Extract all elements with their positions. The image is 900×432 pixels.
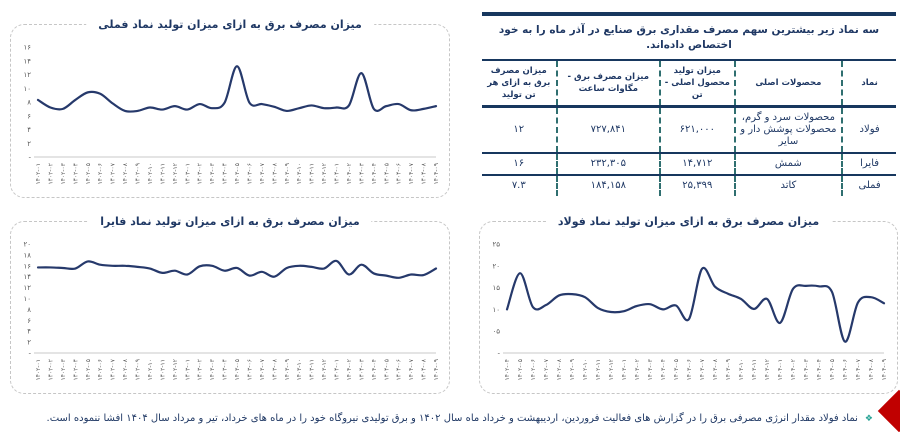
svg-text:۱۴۰۴-۰۱: ۱۴۰۴-۰۱	[333, 163, 341, 185]
svg-text:۱۴۰۳-۰۲: ۱۴۰۳-۰۲	[196, 359, 204, 381]
svg-text:۱۴۰۲-۰۳: ۱۴۰۲-۰۳	[59, 163, 67, 185]
svg-text:۱۴۰۳-۱۲: ۱۴۰۳-۱۲	[764, 359, 771, 381]
chart-title-fameli: میزان مصرف برق به ازای میزان تولید نماد فملی	[86, 16, 374, 33]
chart-card-fameli	[10, 18, 450, 198]
svg-text:۱۴۰۴-۰۱: ۱۴۰۴-۰۱	[777, 359, 784, 381]
line-chart-faira	[11, 222, 449, 393]
svg-text:۱۴: ۱۴	[23, 273, 31, 282]
svg-text:۱۴۰۲-۰۸: ۱۴۰۲-۰۸	[122, 163, 130, 185]
chart-title-folad: میزان مصرف برق به ازای میزان تولید نماد فولاد	[546, 213, 831, 230]
svg-text:۱۸: ۱۸	[23, 251, 31, 260]
svg-text:۱۴۰۴-۰۹: ۱۴۰۴-۰۹	[433, 359, 440, 381]
svg-text:۱۴۰۳-۰۸: ۱۴۰۳-۰۸	[271, 163, 279, 185]
svg-text:۱۴۰۴-۰۲: ۱۴۰۴-۰۲	[345, 359, 353, 381]
svg-text:۱۴۰۳-۰۸: ۱۴۰۳-۰۸	[271, 359, 279, 381]
table-row-fameli	[482, 175, 896, 196]
svg-text:۲۰: ۲۰	[492, 262, 500, 271]
cell-production: ۱۴,۷۱۲	[660, 153, 735, 175]
cell-symbol: فولاد	[842, 107, 896, 154]
cell-consumption: ۲۳۲,۳۰۵	[557, 153, 661, 175]
svg-text:۱۴۰۲-۱۱: ۱۴۰۲-۱۱	[595, 359, 602, 381]
svg-text:۱۴۰۴-۰۴: ۱۴۰۴-۰۴	[370, 163, 378, 185]
svg-text:۱۲: ۱۲	[23, 71, 31, 79]
cell-products: کاتد	[735, 175, 843, 196]
svg-text:۸: ۸	[27, 305, 31, 314]
svg-text:۱۴۰۴-۰۳: ۱۴۰۴-۰۳	[803, 359, 810, 381]
svg-text:۱۴۰۴-۰۴: ۱۴۰۴-۰۴	[370, 359, 378, 381]
table-title: سه نماد زیر بیشترین سهم مصرف مقداری برق صنایع در آذر ماه را به خود اختصاص داده‌اند.	[498, 24, 880, 51]
svg-text:۱۴۰۲-۰۸: ۱۴۰۲-۰۸	[556, 359, 563, 381]
svg-text:۱۰: ۱۰	[23, 295, 31, 303]
svg-text:-: -	[28, 153, 31, 162]
svg-text:۱۴۰۲-۱۱: ۱۴۰۲-۱۱	[159, 163, 167, 185]
svg-text:۱۴۰۳-۰۱: ۱۴۰۳-۰۱	[184, 163, 192, 185]
footnote-text: نماد فولاد مقدار انرژی مصرفی برق را در گزارش های فعالیت فروردین، اردیبهشت و خرداد ماه سال ۱۴۰۲ و برق تولیدی نیروگاه خود را در ماه های خرداد، تیر و مرداد سال ۱۴۰۴ افشا ننموده است.	[46, 413, 858, 424]
svg-text:۱۴۰۳-۱۱: ۱۴۰۳-۱۱	[751, 359, 758, 381]
svg-text:۱۴۰۴-۰۱: ۱۴۰۴-۰۱	[333, 359, 341, 381]
svg-text:۱۲: ۱۲	[23, 284, 31, 293]
svg-text:-: -	[497, 349, 500, 358]
chart-card-folad	[479, 215, 898, 394]
svg-text:۱۴۰۳-۰۹: ۱۴۰۳-۰۹	[725, 359, 732, 381]
svg-text:۱۴۰۲-۰۷: ۱۴۰۲-۰۷	[109, 163, 117, 185]
svg-text:۱۴۰۳-۰۴: ۱۴۰۳-۰۴	[221, 359, 229, 381]
svg-text:۱۴۰۳-۱۲: ۱۴۰۳-۱۲	[321, 359, 329, 381]
svg-text:۱۴۰۳-۰۸: ۱۴۰۳-۰۸	[712, 359, 719, 381]
svg-text:۱۴۰۲-۰۹: ۱۴۰۲-۰۹	[134, 163, 142, 185]
header-per-ton: میزان مصرف برق به ازای هر تن تولید	[482, 60, 557, 107]
svg-text:۱۴۰۲-۰۶: ۱۴۰۲-۰۶	[97, 359, 105, 381]
svg-text:۱۴۰۲-۰۱: ۱۴۰۲-۰۱	[35, 359, 42, 381]
table-row-folad	[482, 107, 896, 154]
svg-text:۱۴۰۳-۰۵: ۱۴۰۳-۰۵	[673, 359, 680, 381]
svg-text:۱۴۰۳-۰۷: ۱۴۰۳-۰۷	[258, 359, 266, 381]
line-chart-folad	[480, 222, 897, 393]
header-products: محصولات اصلی	[735, 60, 843, 107]
svg-text:۱۴۰۳-۰۶: ۱۴۰۳-۰۶	[246, 359, 254, 381]
svg-text:۱۴۰۳-۰۹: ۱۴۰۳-۰۹	[283, 163, 291, 185]
top-consumers-table	[482, 59, 896, 196]
svg-text:۱۴۰۲-۰۶: ۱۴۰۲-۰۶	[97, 163, 105, 185]
svg-text:۱۴۰۲-۰۴: ۱۴۰۲-۰۴	[72, 163, 80, 185]
svg-text:۶: ۶	[27, 316, 31, 325]
svg-text:۱۴۰۴-۰۶: ۱۴۰۴-۰۶	[395, 163, 403, 185]
cell-symbol: فملی	[858, 180, 881, 191]
svg-text:۱۴۰۳-۰۲: ۱۴۰۳-۰۲	[196, 163, 204, 185]
svg-text:۰۵: ۰۵	[492, 327, 500, 336]
svg-text:۱۴۰۴-۰۹: ۱۴۰۴-۰۹	[881, 359, 888, 381]
svg-text:۱۴۰۲-۱۲: ۱۴۰۲-۱۲	[171, 359, 179, 381]
svg-text:۱۴۰۳-۰۱: ۱۴۰۳-۰۱	[184, 359, 192, 381]
svg-text:۱۴۰۴-۰۴: ۱۴۰۴-۰۴	[816, 359, 823, 381]
svg-text:۶: ۶	[27, 112, 31, 121]
svg-text:۱۴۰۳-۱۱: ۱۴۰۳-۱۱	[308, 359, 316, 381]
chart-title-faira: میزان مصرف برق به ازای میزان تولید نماد فایرا	[88, 213, 371, 230]
table-row-faira	[482, 153, 896, 175]
svg-text:۱۴۰۳-۰۵: ۱۴۰۳-۰۵	[234, 359, 241, 381]
cell-per-ton: ۱۶	[482, 153, 557, 175]
cell-per-ton: ۱۲	[482, 107, 557, 154]
cell-products: محصولات سرد و گرم، محصولات پوشش دار و سایر	[735, 107, 843, 154]
svg-text:۴: ۴	[27, 126, 31, 134]
svg-text:۱۴۰۳-۰۲: ۱۴۰۳-۰۲	[634, 359, 641, 381]
svg-text:۱۴۰۲-۱۱: ۱۴۰۲-۱۱	[159, 359, 167, 381]
svg-text:۸: ۸	[27, 98, 31, 107]
svg-text:۱۴۰۴-۰۶: ۱۴۰۴-۰۶	[395, 359, 403, 381]
svg-text:۱۴۰۴-۰۸: ۱۴۰۴-۰۸	[868, 359, 875, 381]
svg-text:۱۴۰۲-۰۷: ۱۴۰۲-۰۷	[109, 359, 117, 381]
svg-text:۱۴۰۳-۰۴: ۱۴۰۳-۰۴	[660, 359, 667, 381]
svg-text:۱۴۰۳-۰۳: ۱۴۰۳-۰۳	[647, 359, 654, 381]
svg-text:۱۴۰۲-۰۲: ۱۴۰۲-۰۲	[47, 359, 55, 381]
svg-text:۱۴۰۲-۰۷: ۱۴۰۲-۰۷	[543, 359, 550, 381]
svg-text:۲۵: ۲۵	[492, 240, 500, 249]
svg-text:۱۴۰۳-۱۰: ۱۴۰۳-۱۰	[296, 359, 304, 381]
svg-text:۱۴۰۳-۰۱: ۱۴۰۳-۰۱	[621, 359, 628, 381]
svg-text:۱۴۰۲-۰۴: ۱۴۰۲-۰۴	[504, 359, 511, 381]
svg-text:۲۰: ۲۰	[23, 240, 31, 249]
svg-text:۱۴۰۲-۰۴: ۱۴۰۲-۰۴	[72, 359, 80, 381]
cell-consumption: ۷۲۷,۸۴۱	[557, 107, 661, 154]
svg-text:۱۴۰۴-۰۳: ۱۴۰۴-۰۳	[358, 163, 366, 185]
line-chart-fameli	[11, 25, 449, 197]
svg-text:۱۴۰۳-۰۷: ۱۴۰۳-۰۷	[258, 163, 266, 185]
svg-text:-: -	[28, 349, 31, 358]
svg-text:۱۰: ۱۰	[492, 305, 500, 314]
svg-text:۱۴۰۳-۰۳: ۱۴۰۳-۰۳	[209, 163, 217, 185]
chart-card-faira	[10, 215, 450, 394]
svg-text:۱۴۰۳-۰۶: ۱۴۰۳-۰۶	[246, 163, 254, 185]
svg-text:۱۴۰۴-۰۵: ۱۴۰۴-۰۵	[383, 163, 391, 185]
svg-text:۱۴۰۴-۰۲: ۱۴۰۴-۰۲	[345, 163, 353, 185]
cell-production: ۶۲۱,۰۰۰	[660, 107, 735, 154]
svg-text:۱۴۰۳-۰۴: ۱۴۰۳-۰۴	[221, 163, 229, 185]
svg-text:۱۴۰۳-۱۰: ۱۴۰۳-۱۰	[738, 359, 745, 381]
svg-text:۱۴۰۴-۰۸: ۱۴۰۴-۰۸	[420, 163, 428, 185]
svg-text:۱۴۰۳-۰۶: ۱۴۰۳-۰۶	[686, 359, 693, 381]
svg-text:۱۴۰۴-۰۷: ۱۴۰۴-۰۷	[408, 163, 416, 185]
svg-text:۱۴: ۱۴	[23, 57, 31, 66]
svg-text:۱۴۰۲-۱۰: ۱۴۰۲-۱۰	[146, 359, 154, 381]
svg-text:۱۴۰۲-۰۶: ۱۴۰۲-۰۶	[530, 359, 537, 381]
svg-text:۱۴۰۳-۰۵: ۱۴۰۳-۰۵	[234, 163, 241, 185]
footnote	[47, 413, 873, 424]
diamond-bullet-icon: ❖	[864, 414, 873, 424]
svg-text:۱۴۰۴-۰۲: ۱۴۰۴-۰۲	[790, 359, 797, 381]
svg-text:۱۴۰۲-۰۲: ۱۴۰۲-۰۲	[47, 163, 55, 185]
svg-text:۲: ۲	[27, 338, 31, 347]
svg-text:۱۴۰۲-۰۵: ۱۴۰۲-۰۵	[84, 359, 92, 381]
svg-text:۱۵: ۱۵	[492, 284, 500, 293]
svg-text:۲: ۲	[27, 139, 31, 148]
svg-text:۱۴۰۲-۰۳: ۱۴۰۲-۰۳	[59, 359, 67, 381]
svg-text:۱۶: ۱۶	[23, 43, 31, 52]
svg-text:۱۴۰۳-۰۳: ۱۴۰۳-۰۳	[209, 359, 217, 381]
svg-text:۱۴۰۴-۰۳: ۱۴۰۴-۰۳	[358, 359, 366, 381]
svg-text:۱۴۰۲-۰۵: ۱۴۰۲-۰۵	[517, 359, 524, 381]
cell-consumption: ۱۸۴,۱۵۸	[557, 175, 661, 196]
svg-text:۱۴۰۲-۱۰: ۱۴۰۲-۱۰	[146, 163, 154, 185]
svg-text:۱۶: ۱۶	[23, 262, 31, 271]
svg-text:۱۴۰۳-۱۰: ۱۴۰۳-۱۰	[296, 163, 304, 185]
svg-text:۱۴۰۲-۱۲: ۱۴۰۲-۱۲	[608, 359, 615, 381]
cell-symbol: فایرا	[842, 153, 896, 175]
svg-text:۱۴۰۳-۱۲: ۱۴۰۳-۱۲	[321, 163, 329, 185]
svg-text:۱۴۰۴-۰۵: ۱۴۰۴-۰۵	[383, 359, 391, 381]
svg-text:۱۴۰۲-۰۵: ۱۴۰۲-۰۵	[84, 163, 92, 185]
svg-text:۱۴۰۲-۰۸: ۱۴۰۲-۰۸	[122, 359, 130, 381]
cell-per-ton: ۷.۳	[482, 175, 557, 196]
cell-products: شمش	[735, 153, 843, 175]
header-production: میزان تولید محصول اصلی - تن	[660, 60, 735, 107]
svg-text:۱۴۰۴-۰۷: ۱۴۰۴-۰۷	[855, 359, 862, 381]
header-consumption: میزان مصرف برق - مگاوات ساعت	[557, 60, 661, 107]
svg-text:۱۴۰۴-۰۹: ۱۴۰۴-۰۹	[433, 163, 440, 185]
cell-production: ۲۵,۳۹۹	[660, 175, 735, 196]
svg-text:۱۴۰۳-۰۹: ۱۴۰۳-۰۹	[283, 359, 291, 381]
svg-text:۱۴۰۲-۰۹: ۱۴۰۲-۰۹	[134, 359, 142, 381]
svg-text:۱۴۰۲-۰۹: ۱۴۰۲-۰۹	[569, 359, 576, 381]
svg-text:۱۴۰۲-۱۲: ۱۴۰۲-۱۲	[171, 163, 179, 185]
svg-text:۱۴۰۴-۰۵: ۱۴۰۴-۰۵	[829, 359, 836, 381]
top-consumers-table-card	[482, 12, 896, 196]
svg-text:۴: ۴	[27, 327, 31, 336]
header-symbol: نماد	[842, 60, 896, 107]
svg-text:۱۴۰۲-۱۰: ۱۴۰۲-۱۰	[582, 359, 589, 381]
svg-text:۱۴۰۴-۰۸: ۱۴۰۴-۰۸	[420, 359, 428, 381]
svg-text:۱۴۰۳-۰۷: ۱۴۰۳-۰۷	[699, 359, 706, 381]
table-header-row	[482, 60, 896, 107]
svg-text:۱۰: ۱۰	[23, 84, 31, 93]
bookmark-ribbon-icon	[878, 390, 900, 432]
svg-text:۱۴۰۴-۰۶: ۱۴۰۴-۰۶	[842, 359, 849, 381]
svg-text:۱۴۰۳-۱۱: ۱۴۰۳-۱۱	[308, 163, 316, 185]
svg-text:۱۴۰۴-۰۷: ۱۴۰۴-۰۷	[408, 359, 416, 381]
svg-text:۱۴۰۲-۰۱: ۱۴۰۲-۰۱	[35, 163, 42, 185]
